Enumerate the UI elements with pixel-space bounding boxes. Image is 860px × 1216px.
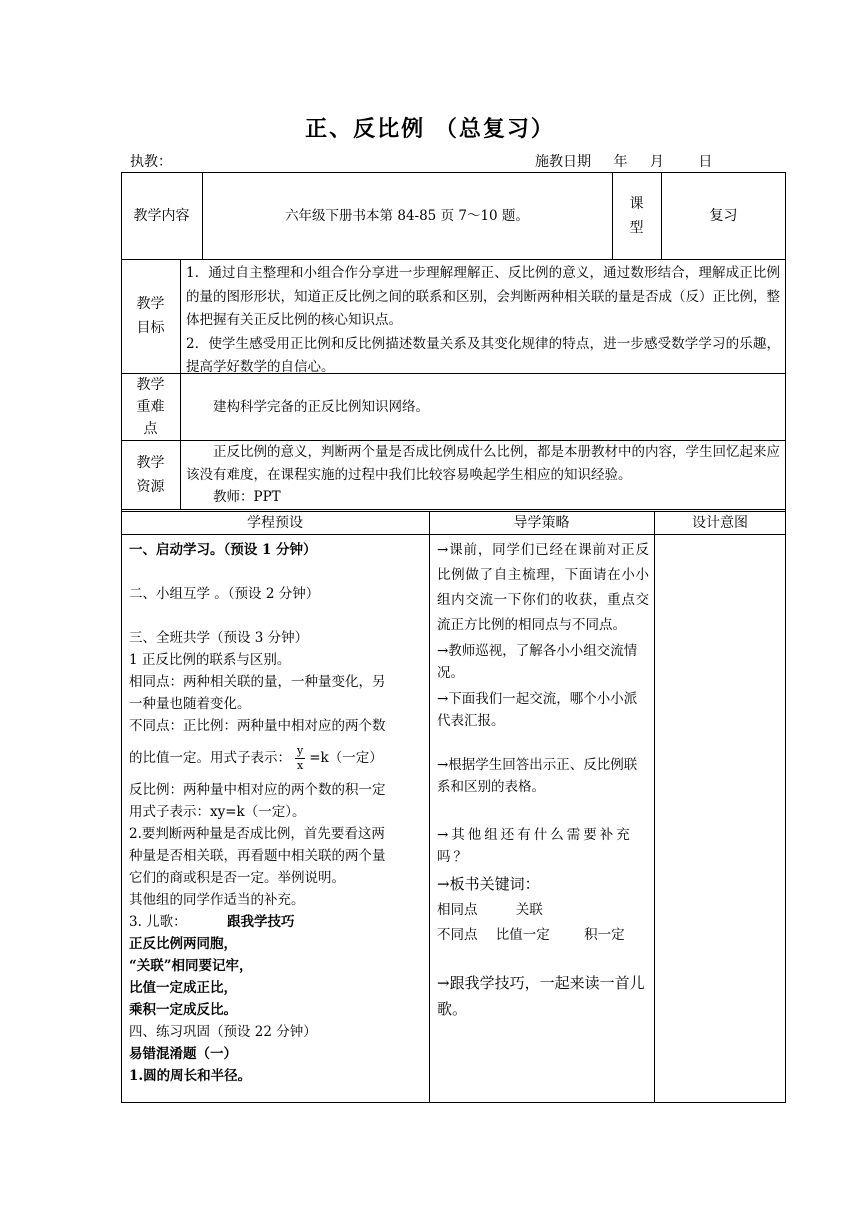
- process-step-2: 二、小组互学 。（预设 2 分钟）: [129, 586, 320, 602]
- keyword: 相同点: [437, 902, 478, 918]
- date-line: [535, 151, 730, 171]
- process-line: 相同点：两种相关联的量，一种量变化，另: [129, 674, 386, 690]
- teacher-label: 执教：: [130, 154, 172, 170]
- process-line: 不同点：正比例：两种量中相对应的两个数: [129, 718, 386, 734]
- content-value: 六年级下册书本第 84-85 页 7～10 题。: [285, 207, 529, 224]
- col-header-process: 学程预设: [247, 514, 303, 531]
- formula-prefix: 的比值一定。用式子表示：: [129, 750, 291, 766]
- goal-2: 2．使学生感受用正比例和反比例描述数量关系及其变化规律的特点，进一步感受数学学习的乐趣，提高学好数学的自信心。: [186, 335, 780, 375]
- fraction-denominator: x: [297, 758, 304, 772]
- strategy-item: →板书关键词：: [437, 875, 540, 893]
- keyword: 比值一定: [495, 927, 550, 943]
- keyword: 关联: [515, 902, 543, 918]
- process-line: 1 正反比例的联系与区别。: [129, 652, 291, 668]
- strategy-item: →下面我们一起交流，哪个小小派代表汇报。: [437, 691, 638, 729]
- process-line: 种量是否相关联，再看题中相关联的两个量: [129, 848, 386, 864]
- process-line: 用式子表示：xy=k（一定）。: [129, 804, 306, 820]
- type-value: 复习: [709, 207, 738, 224]
- song-line: 比值一定成正比，: [129, 980, 237, 996]
- keyword-row-same: [437, 898, 649, 922]
- fraction-y-over-x: [295, 744, 305, 773]
- keypoints-label: 教学 重难 点: [136, 376, 165, 437]
- exercise-item: 1.圆的周长和半径。: [129, 1068, 252, 1084]
- process-line: 反比例：两种量中相对应的两个数的积一定: [129, 782, 386, 798]
- resources-label: 教学 资源: [136, 454, 165, 495]
- page-title: 正、反比例 （总复习）: [305, 116, 555, 142]
- resources-teacher: 教师：PPT: [213, 489, 281, 505]
- resources-value: 正反比例的意义，判断两个量是否成比例成什么比例，都是本册教材中的内容，学生回忆起来应该没有难度，在课程实施的过程中我们比较容易唤起学生相应的知识经验。: [186, 444, 780, 483]
- strategy-item: →其他组还有什么需要补充吗？: [437, 827, 633, 865]
- process-step-4: 四、练习巩固（预设 22 分钟）: [129, 1024, 317, 1040]
- goals-text: [186, 262, 780, 380]
- keyword: 积一定: [584, 927, 625, 943]
- song-line: “关联”相同要记牢，: [129, 958, 253, 974]
- formula-line: [129, 741, 425, 775]
- song-title: 跟我学技巧: [226, 914, 295, 930]
- process-step-3: 三、全班共学（预设 3 分钟）: [129, 630, 309, 646]
- date-month: 月: [649, 154, 664, 170]
- song-heading: [129, 911, 425, 933]
- formula-suffix: =k（一定）: [309, 750, 383, 766]
- song-line: 乘积一定成反比。: [129, 1002, 237, 1018]
- song-line: 正反比例两同胞，: [129, 936, 237, 952]
- strategy-item: →跟我学技巧，一起来读一首儿歌。: [437, 974, 645, 1018]
- strategy-column: [437, 538, 649, 1022]
- process-line: 它们的商或积是否一定。举例说明。: [129, 870, 345, 886]
- process-line: 2.要判断两种量是否成比例，首先要看这两: [129, 826, 385, 842]
- strategy-item: →教师巡视，了解各小小组交流情况。: [437, 643, 638, 681]
- keypoints-text: [186, 396, 780, 420]
- process-column: [129, 539, 425, 1087]
- strategy-item: →根据学生回答出示正、反比例联系和区别的表格。: [437, 757, 638, 795]
- keypoints-value: 建构科学完备的正反比例知识网络。: [213, 399, 429, 415]
- keyword: 不同点: [437, 927, 478, 943]
- type-label: 课 型: [629, 195, 644, 236]
- process-line: 其他组的同学作适当的补充。: [129, 892, 305, 908]
- col-header-strategy: 导学策略: [513, 514, 570, 531]
- process-line: 一种量也随着变化。: [129, 696, 251, 712]
- goals-label: 教学 目标: [136, 296, 165, 336]
- keyword-row-diff: [437, 922, 649, 948]
- resources-text: [186, 441, 780, 509]
- strategy-item: →课前，同学们已经在课前对正反比例做了自主梳理，下面请在小小组内交流一下你们的收获，重点交流正方比例的相同点与不同点。: [437, 542, 649, 633]
- song-label: 3. 儿歌：: [129, 914, 187, 930]
- col-header-intent: 设计意图: [692, 514, 748, 531]
- date-year: 年: [613, 154, 628, 170]
- exercise-heading: 易错混淆题（一）: [129, 1046, 237, 1062]
- date-label: 施教日期: [535, 154, 591, 170]
- content-label: 教学内容: [133, 207, 190, 224]
- fraction-numerator: y: [297, 743, 304, 757]
- date-day: 日: [698, 154, 713, 170]
- process-step-1: 一、启动学习。（预设 1 分钟）: [129, 542, 317, 558]
- goal-1: 1．通过自主整理和小组合作分享进一步理解理解正、反比例的意义，通过数形结合，理解成正比例的量的图形形状，知道正反比例之间的联系和区别，会判断两种相关联的量是否成（反）正比例，整体把握有关正反比例的核心知识点。: [186, 265, 780, 328]
